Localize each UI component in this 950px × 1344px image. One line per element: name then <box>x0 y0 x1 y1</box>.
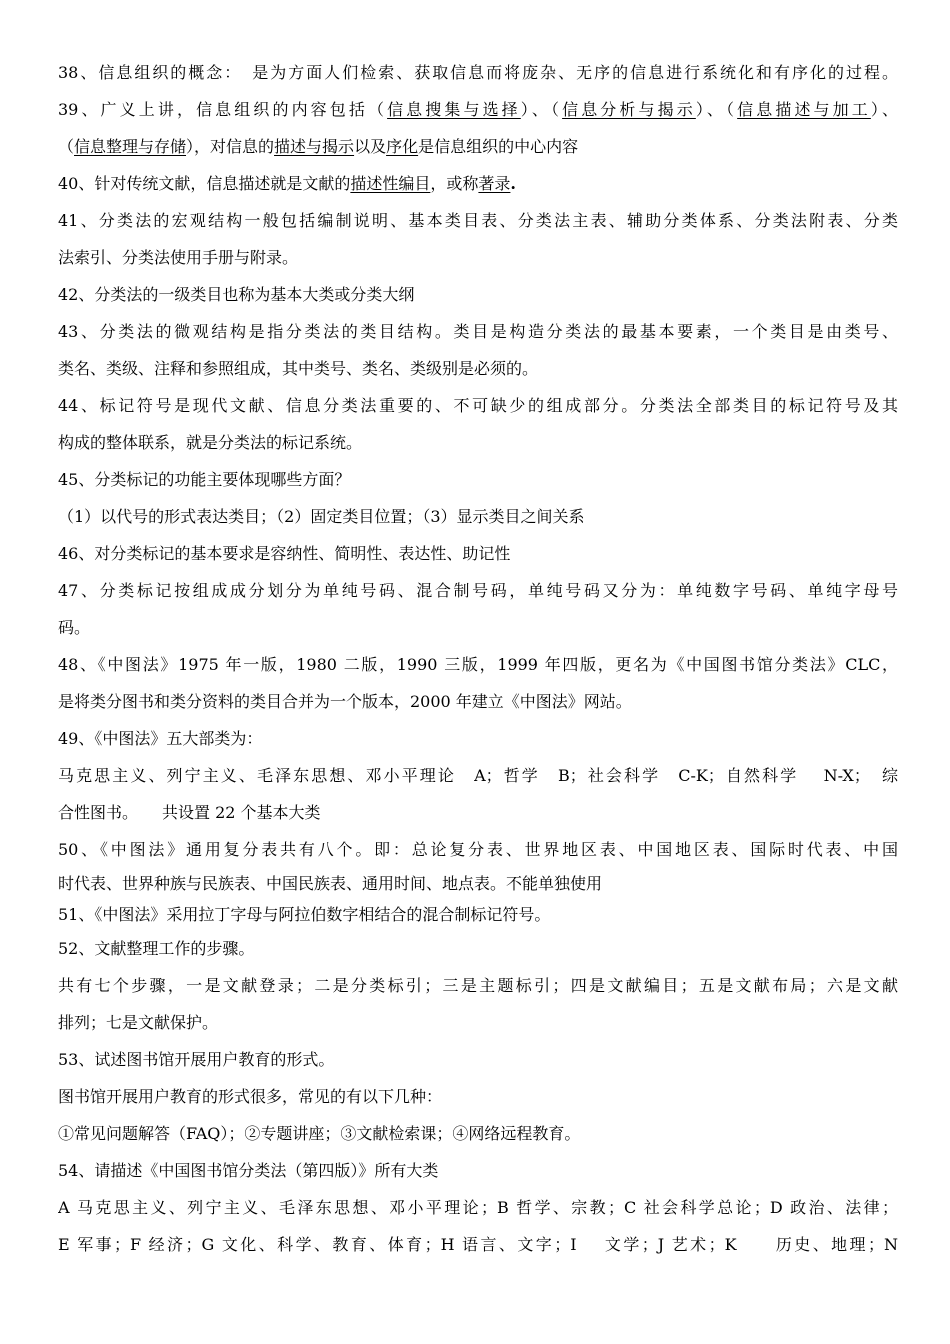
text: 52、文献整理工作的步骤。 <box>58 939 255 958</box>
item-45-line-1 <box>58 461 898 498</box>
item-48-line-2 <box>58 683 898 720</box>
text: 44、标记符号是现代文献、信息分类法重要的、不可缺少的组成部分。分类法全部类目的标记符号及其 <box>58 396 898 415</box>
text: 53、试述图书馆开展用户教育的形式。 <box>58 1050 335 1069</box>
item-39-line-1 <box>58 91 898 128</box>
item-40-line-1 <box>58 165 898 202</box>
text: 马克思主义、列宁主义、毛泽东思想、邓小平理论 A；哲学 B；社会科学 C-K；自然科学 N-X； 综 <box>58 766 898 785</box>
item-52-line-2 <box>58 967 898 1004</box>
item-51-line-1 <box>58 899 898 930</box>
item-54-line-3 <box>58 1226 898 1263</box>
text: 45、分类标记的功能主要体现哪些方面？ <box>58 470 351 489</box>
text: 49、《中图法》五大部类为： <box>58 729 263 748</box>
text: 54、请描述《中国图书馆分类法（第四版）》所有大类 <box>58 1161 439 1180</box>
text: 是将类分图书和类分资料的类目合并为一个版本，2000 年建立《中图法》网站。 <box>58 692 632 711</box>
item-47-line-1 <box>58 572 898 609</box>
text: A 马克思主义、列宁主义、毛泽东思想、邓小平理论；B 哲学、宗教；C 社会科学总论；D 政治、法律； <box>58 1198 898 1217</box>
text: ①常见问题解答（FAQ）；②专题讲座；③文献检索课；④网络远程教育。 <box>58 1124 581 1143</box>
item-46-line-1 <box>58 535 898 572</box>
text: ）、（ <box>520 100 563 119</box>
underlined-answer: 信息搜集与选择 <box>387 100 521 119</box>
text: ），对信息的 <box>186 137 275 156</box>
item-48-line-1 <box>58 646 898 683</box>
underlined-answer: 描述与揭示 <box>274 137 355 156</box>
item-52-line-1 <box>58 930 898 967</box>
item-42-line-1 <box>58 276 898 313</box>
item-50-line-2 <box>58 868 898 899</box>
item-43-line-1 <box>58 313 898 350</box>
text: 48、《中图法》1975 年一版，1980 二版，1990 三版，1999 年四版，更名为《中国图书馆分类法》CLC， <box>58 655 898 674</box>
item-44-line-1 <box>58 387 898 424</box>
item-39-line-2 <box>58 128 898 165</box>
text: 图书馆开展用户教育的形式很多，常见的有以下几种： <box>58 1087 443 1106</box>
text: 合性图书。 共设置 22 个基本大类 <box>58 803 321 822</box>
item-50-line-1 <box>58 831 898 868</box>
underlined-answer: 序化 <box>386 137 419 156</box>
text: 39、广义上讲，信息组织的内容包括（ <box>58 100 388 119</box>
text: ）、（ <box>695 100 738 119</box>
item-49-line-1 <box>58 720 898 757</box>
item-54-line-2 <box>58 1189 898 1226</box>
item-47-line-2 <box>58 609 898 646</box>
text: 40、针对传统文献，信息描述就是文献的 <box>58 174 351 193</box>
text: 排列；七是文献保护。 <box>58 1013 219 1032</box>
text: 共有七个步骤，一是文献登录；二是分类标引；三是主题标引；四是文献编目；五是文献布局；六是文献 <box>58 976 898 995</box>
text: 47、分类标记按组成成分划分为单纯号码、混合制号码，单纯号码又分为：单纯数字号码、单纯字母号 <box>58 581 898 600</box>
item-53-line-3 <box>58 1115 898 1152</box>
text: ，或称 <box>430 174 479 193</box>
underlined-answer: 著录 <box>478 174 511 193</box>
item-52-line-3 <box>58 1004 898 1041</box>
item-41-line-2 <box>58 239 898 276</box>
item-44-line-2 <box>58 424 898 461</box>
text: 43、分类法的微观结构是指分类法的类目结构。类目是构造分类法的最基本要素，一个类目是由类号、 <box>58 322 898 341</box>
text: 类名、类级、注释和参照组成，其中类号、类名、类级别是必须的。 <box>58 359 539 378</box>
document-page <box>58 54 898 1263</box>
underlined-answer: 信息描述与加工 <box>737 100 871 119</box>
underlined-answer: 信息整理与存储 <box>74 137 187 156</box>
text: . <box>510 174 516 193</box>
text: 41、分类法的宏观结构一般包括编制说明、基本类目表、分类法主表、辅助分类体系、分类法附表、分类 <box>58 211 898 230</box>
text: 38、信息组织的概念： 是为方面人们检索、获取信息而将庞杂、无序的信息进行系统化和有序化的过程。 <box>58 63 898 82</box>
text: 是信息组织的中心内容 <box>418 137 579 156</box>
text: 码。 <box>58 618 91 637</box>
text: E 军事；F 经济；G 文化、科学、教育、体育；H 语言、文字；I 文学；J 艺术；K 历史、地理；N <box>58 1235 898 1254</box>
text: 50、《中图法》通用复分表共有八个。即：总论复分表、世界地区表、中国地区表、国际时代表、中国 <box>58 840 898 859</box>
text: 法索引、分类法使用手册与附录。 <box>58 248 299 267</box>
underlined-answer: 信息分析与揭示 <box>562 100 696 119</box>
text: 42、分类法的一级类目也称为基本大类或分类大纲 <box>58 285 415 304</box>
text: 51、《中图法》采用拉丁字母与阿拉伯数字相结合的混合制标记符号。 <box>58 905 551 924</box>
text: 构成的整体联系，就是分类法的标记系统。 <box>58 433 363 452</box>
text: 46、对分类标记的基本要求是容纳性、简明性、表达性、助记性 <box>58 544 511 563</box>
item-41-line-1 <box>58 202 898 239</box>
item-53-line-2 <box>58 1078 898 1115</box>
item-49-line-3 <box>58 794 898 831</box>
item-45-line-2 <box>58 498 898 535</box>
underlined-answer: 描述性编目 <box>350 174 431 193</box>
text: （ <box>58 137 75 156</box>
text: 时代表、世界种族与民族表、中国民族表、通用时间、地点表。不能单独使用 <box>58 874 603 893</box>
text: 以及 <box>354 137 387 156</box>
item-43-line-2 <box>58 350 898 387</box>
text: （1）以代号的形式表达类目；（2）固定类目位置；（3）显示类目之间关系 <box>58 507 585 526</box>
item-53-line-1 <box>58 1041 898 1078</box>
item-54-line-1 <box>58 1152 898 1189</box>
item-49-line-2 <box>58 757 898 794</box>
text: ）、 <box>870 100 898 119</box>
item-38-line-1 <box>58 54 898 91</box>
